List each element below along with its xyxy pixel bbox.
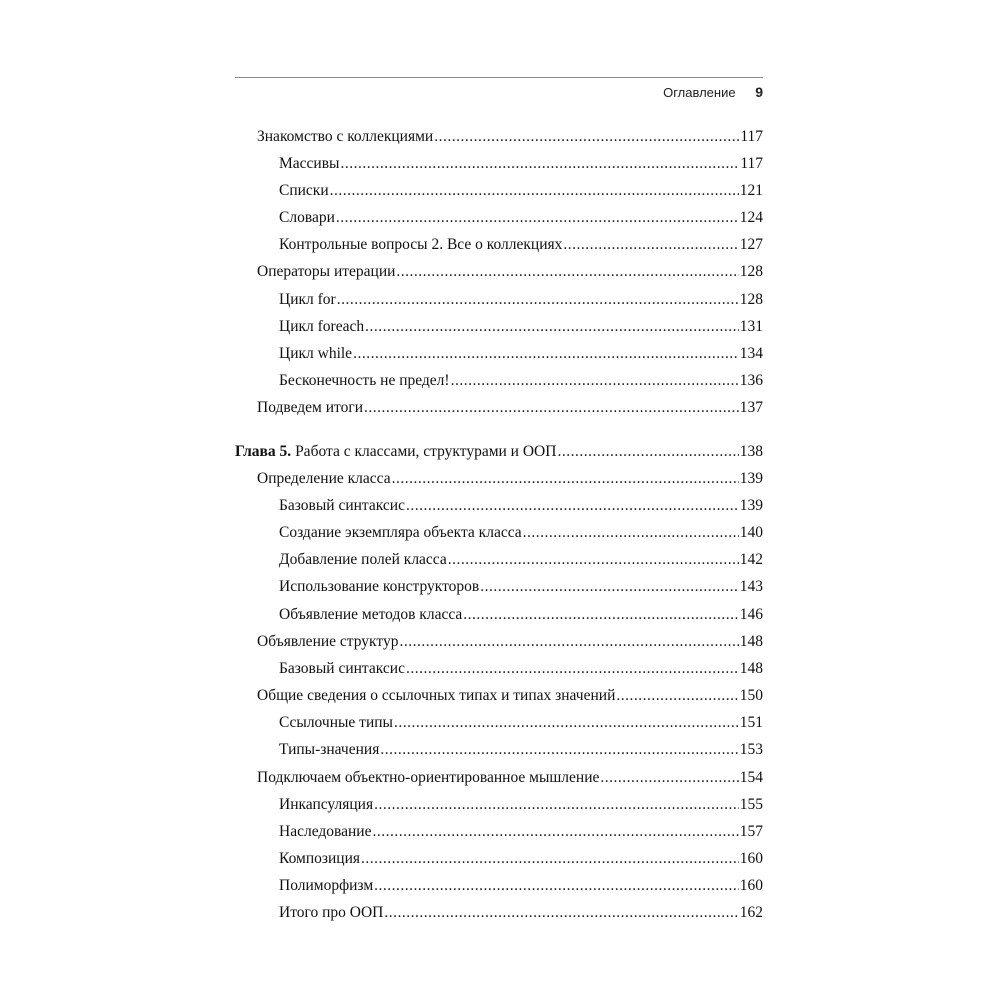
toc-entry [235,684,763,708]
toc-entry [235,766,763,790]
toc-entry-label [257,684,615,708]
toc-entry-title: Добавление полей класса [279,551,447,568]
toc-entry-page: 148 [739,633,763,650]
toc-entry [235,152,763,176]
toc-entry-page: 150 [739,687,763,704]
toc-entry [235,396,763,420]
toc-entry-title: Знакомство с коллекциями [257,128,434,145]
dot-leader [384,901,738,925]
toc-entry-label [279,288,336,312]
toc-entry-title: Подключаем объектно-ориентированное мышление [257,769,600,786]
dot-leader [330,179,739,203]
toc-entry [235,820,763,844]
toc-entry-page: 117 [740,155,763,172]
toc-entry-label [257,125,433,149]
toc-entry-page: 128 [739,291,763,308]
toc-entry [235,793,763,817]
toc-entry-label [279,206,335,230]
toc-entry-title: Типы-значения [279,741,380,758]
dot-leader [374,793,739,817]
toc-entry-title: Словари [279,209,335,226]
toc-entry-page: 121 [739,182,763,199]
toc-entry [235,233,763,257]
toc-entry [235,342,763,366]
toc-entry-title: Массивы [279,155,340,172]
toc-entry-title: Контрольные вопросы 2. Все о коллекциях [279,236,563,253]
toc-entry-label [279,369,450,393]
toc-entry-page: 134 [739,345,763,362]
page-number: 9 [755,84,763,100]
toc-entry-page: 157 [739,823,763,840]
toc-entry-label [279,342,352,366]
toc-entry-page: 138 [739,443,763,460]
dot-leader [399,630,738,654]
toc-entry-label [279,315,364,339]
toc-entry-label [257,766,599,790]
toc-entry-title: Списки [279,182,329,199]
toc-entry-title: Цикл foreach [279,318,365,335]
toc-entry-label [235,440,556,464]
dot-leader [337,288,739,312]
toc-entry-title: Цикл while [279,345,353,362]
toc-entry [235,548,763,572]
toc-entry [235,521,763,545]
toc-entry-page: 160 [739,850,763,867]
dot-leader [372,820,738,844]
toc-entry-page: 154 [739,769,763,786]
toc-entry-page: 153 [739,741,763,758]
dot-leader [557,440,738,464]
toc-entry [235,494,763,518]
toc-entry-title: Работа с классами, структурами и ООП [295,443,557,460]
toc-entry-page: 151 [739,714,763,731]
toc-entry-label [257,630,398,654]
table-of-contents [235,0,763,1000]
toc-entry [235,657,763,681]
toc-entry-title: Базовый синтаксис [279,660,405,677]
dot-leader [451,369,739,393]
toc-entry-title: Создание экземпляра объекта класса [279,524,522,541]
toc-entry-page: 155 [739,796,763,813]
toc-entry [235,575,763,599]
dot-leader [365,315,739,339]
toc-chapter-entry [235,440,763,464]
toc-entry-title: Общие сведения о ссылочных типах и типах значений [257,687,616,704]
toc-entry-page: 140 [739,524,763,541]
toc-entry-title: Композиция [279,850,361,867]
toc-entry-label [279,657,405,681]
toc-entry-label [257,467,391,491]
toc-entry-title: Ссылочные типы [279,714,393,731]
dot-leader [406,657,739,681]
dot-leader [364,396,739,420]
toc-entry [235,603,763,627]
toc-entry-title: Объявление структур [257,633,399,650]
toc-entry [235,206,763,230]
toc-entry-title: Объявление методов класса [279,606,463,623]
dot-leader [353,342,739,366]
dot-leader [448,548,739,572]
toc-entry [235,315,763,339]
dot-leader [600,766,738,790]
running-head-title: Оглавление [663,85,736,100]
toc-entry [235,369,763,393]
toc-entry-title: Итого про ООП [279,904,384,921]
toc-entry-title: Определение класса [257,470,391,487]
toc-entry-page: 139 [739,470,763,487]
toc-entry-title: Наследование [279,823,372,840]
dot-leader [616,684,738,708]
toc-entry [235,125,763,149]
dot-leader [340,152,739,176]
toc-entry-page: 160 [739,877,763,894]
toc-entry-label [279,494,405,518]
toc-entry-title: Бесконечность не предел! [279,372,450,389]
dot-leader [336,206,739,230]
toc-entry-label [279,575,479,599]
chapter-prefix: Глава 5. [235,443,292,460]
toc-entry-label [257,260,395,284]
toc-entry [235,711,763,735]
toc-entry-page: 139 [739,497,763,514]
toc-entry-label [279,901,383,925]
toc-entry-title: Использование конструкторов [279,578,480,595]
toc-entry [235,260,763,284]
dot-leader [394,711,739,735]
toc-entry-title: Инкапсуляция [279,796,374,813]
toc-entry [235,467,763,491]
toc-entry-page: 148 [739,660,763,677]
toc-entry-page: 131 [739,318,763,335]
toc-entry-page: 127 [739,236,763,253]
toc-entry-label [279,152,339,176]
toc-entry [235,288,763,312]
dot-leader [361,847,739,871]
toc-entry-label [279,738,379,762]
toc-entry-title: Операторы итерации [257,263,396,280]
toc-entry-label [279,847,360,871]
toc-entry [235,847,763,871]
dot-leader [563,233,738,257]
toc-entry-label [279,793,373,817]
dot-leader [406,494,739,518]
dot-leader [434,125,739,149]
toc-entry-label [279,603,462,627]
toc-entry [235,630,763,654]
toc-entry [235,874,763,898]
toc-entry-label [279,521,522,545]
toc-entry-page: 136 [739,372,763,389]
toc-entry-label [279,711,393,735]
toc-entry-page: 128 [739,263,763,280]
toc-entry-page: 162 [739,904,763,921]
toc-entry-label [279,820,371,844]
toc-entry-page: 117 [740,128,763,145]
toc-entry-title: Полиморфизм [279,877,374,894]
toc-entry [235,738,763,762]
dot-leader [463,603,738,627]
toc-entry-label [279,179,329,203]
dot-leader [480,575,739,599]
toc-entry-title: Подведем итоги [257,399,364,416]
dot-leader [380,738,738,762]
toc-entry-label [279,874,373,898]
toc-entry [235,901,763,925]
toc-entry-page: 124 [739,209,763,226]
dot-leader [392,467,739,491]
toc-entry-label [257,396,363,420]
toc-entry-page: 146 [739,606,763,623]
toc-entry-page: 142 [739,551,763,568]
toc-entry-page: 143 [739,578,763,595]
toc-entry-title: Цикл for [279,291,336,308]
toc-entry-label [279,233,562,257]
toc-entry [235,179,763,203]
dot-leader [374,874,739,898]
dot-leader [523,521,739,545]
dot-leader [396,260,738,284]
toc-entry-label [279,548,447,572]
toc-entry-title: Базовый синтаксис [279,497,405,514]
toc-entry-page: 137 [739,399,763,416]
